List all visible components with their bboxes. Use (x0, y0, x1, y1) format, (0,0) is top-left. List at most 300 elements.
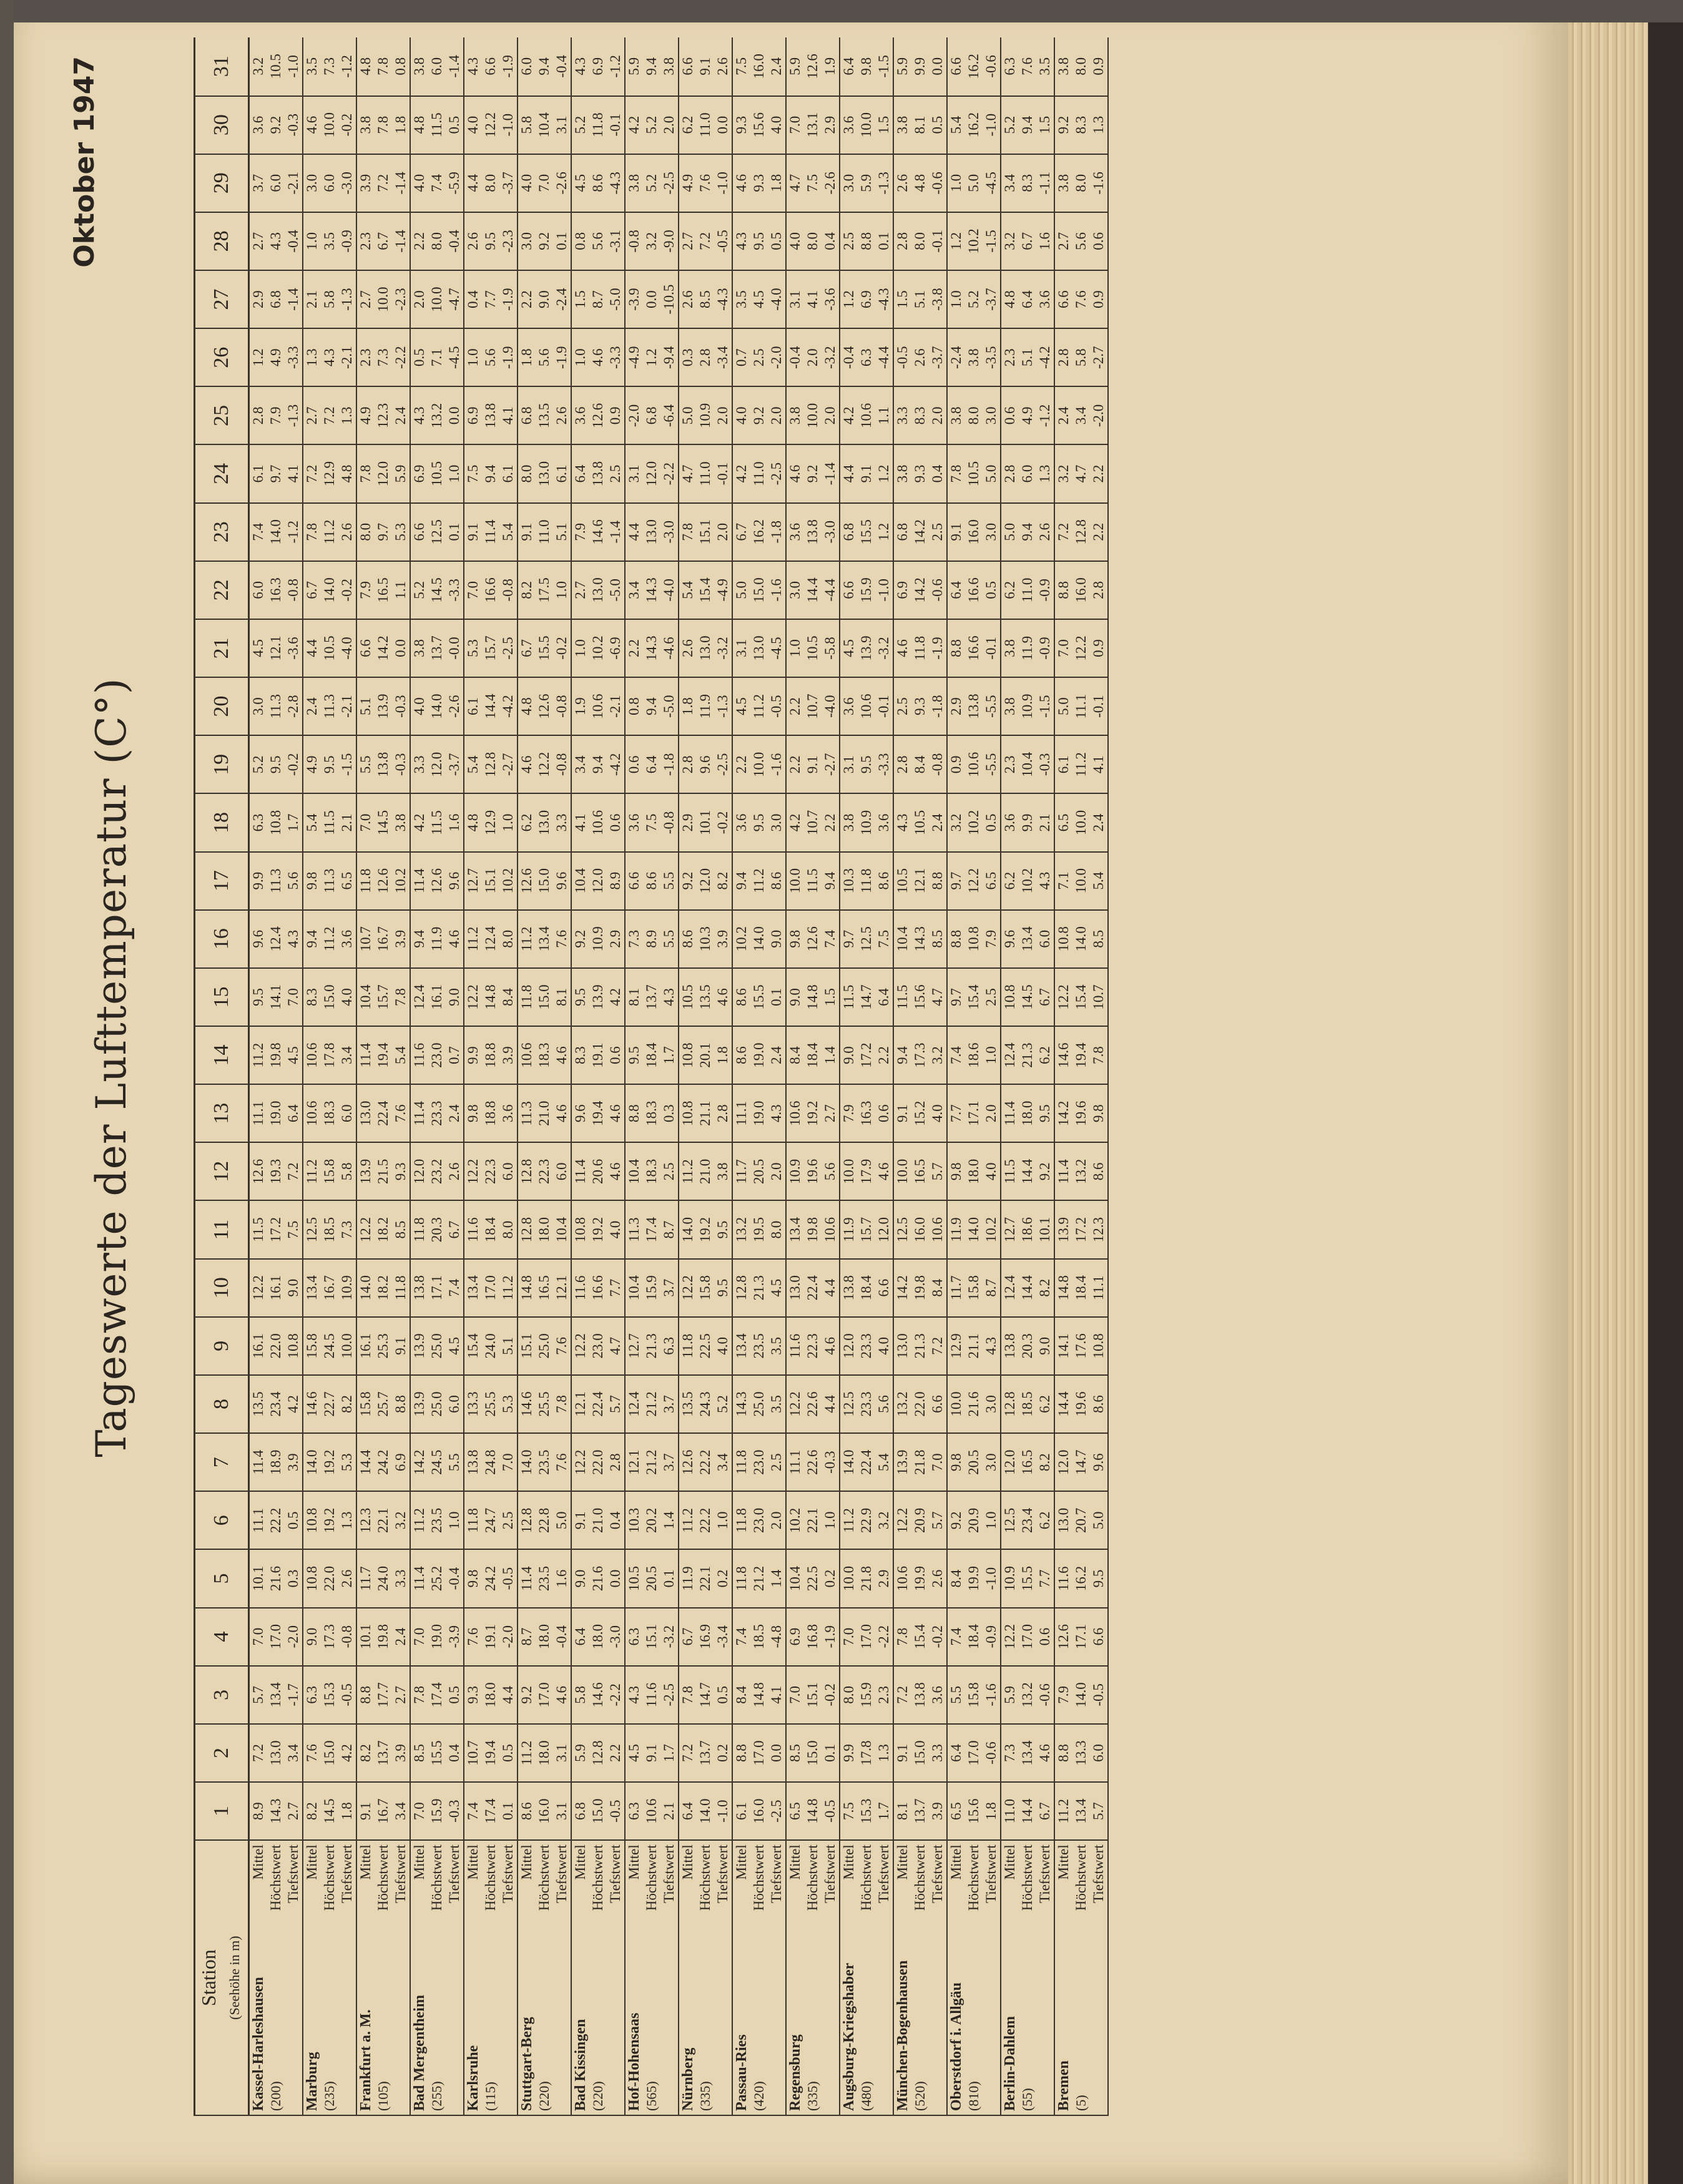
temperature-cell: 15.0 (321, 1724, 338, 1782)
station-height: (255) (428, 1934, 446, 2115)
temperature-cell: 3.4 (338, 1026, 356, 1084)
temperature-cell: 8.0 (356, 503, 375, 561)
temperature-cell: 12.1 (625, 1433, 643, 1491)
temperature-cell: 13.9 (589, 968, 607, 1026)
temperature-cell: 11.5 (428, 96, 446, 154)
temperature-cell: 2.5 (750, 328, 768, 386)
temperature-cell: 12.2 (249, 1259, 268, 1317)
temperature-cell: 5.9 (392, 444, 410, 502)
temperature-cell: 5.8 (571, 1666, 589, 1724)
temperature-cell: -3.6 (285, 619, 303, 677)
temperature-cell: 5.6 (482, 328, 499, 386)
temperature-cell: 1.3 (1036, 444, 1054, 502)
temperature-cell: 15.2 (911, 1084, 929, 1142)
temperature-cell: 16.2 (965, 37, 983, 96)
temperature-cell: 21.5 (375, 1142, 392, 1200)
table-row (321, 37, 338, 2115)
temperature-cell: 11.5 (893, 968, 911, 1026)
temperature-cell: 10.7 (1090, 968, 1108, 1026)
temperature-cell: 3.6 (786, 503, 804, 561)
temperature-cell: 10.2 (965, 793, 983, 851)
temperature-cell: -5.5 (983, 735, 1001, 793)
temperature-cell: 11.5 (804, 852, 822, 910)
temperature-cell: 12.1 (267, 619, 285, 677)
temperature-cell: 12.4 (1001, 1026, 1019, 1084)
temperature-cell: 16.5 (375, 561, 392, 619)
station-column-header (195, 1840, 249, 2115)
temperature-cell: 1.9 (571, 677, 589, 735)
temperature-cell: 2.4 (929, 793, 947, 851)
temperature-cell: 13.8 (840, 1259, 858, 1317)
temperature-cell: 19.6 (1072, 1084, 1090, 1142)
temperature-cell: 0.8 (625, 677, 643, 735)
temperature-cell: 21.0 (589, 1491, 607, 1549)
temperature-cell: 12.3 (356, 1491, 375, 1549)
temperature-cell: 10.7 (804, 677, 822, 735)
temperature-cell: 7.6 (553, 1433, 571, 1491)
temperature-cell: -2.0 (1090, 386, 1108, 444)
temperature-cell: 22.2 (697, 1433, 714, 1491)
temperature-cell: 18.4 (643, 1026, 660, 1084)
temperature-cell: 23.0 (589, 1317, 607, 1375)
temperature-cell: 13.4 (732, 1317, 750, 1375)
table-row (768, 37, 786, 2115)
temperature-cell: 13.4 (1072, 1782, 1090, 1840)
temperature-cell: 18.3 (536, 1026, 553, 1084)
temperature-cell: 9.5 (625, 1026, 643, 1084)
temperature-cell: 8.6 (643, 852, 660, 910)
temperature-cell: 6.6 (679, 37, 697, 96)
temperature-cell: 6.9 (410, 444, 428, 502)
value-type-label: Tiefstwert (285, 1840, 303, 1934)
temperature-cell: -0.8 (625, 212, 643, 270)
temperature-cell: 7.0 (536, 154, 553, 212)
temperature-cell: 7.2 (679, 1724, 697, 1782)
value-type-label: Mittel (895, 1844, 910, 1880)
temperature-cell: 12.8 (1001, 1375, 1019, 1433)
temperature-cell: 1.3 (338, 1491, 356, 1549)
temperature-cell: 6.4 (285, 1084, 303, 1142)
temperature-cell: 12.9 (482, 793, 499, 851)
temperature-cell: 17.4 (482, 1782, 499, 1840)
temperature-cell: 2.8 (697, 328, 714, 386)
temperature-cell: -0.5 (768, 677, 786, 735)
temperature-cell: -4.3 (875, 270, 893, 328)
temperature-cell: 12.6 (249, 1142, 268, 1200)
temperature-cell: 6.6 (929, 1375, 947, 1433)
temperature-cell: 10.0 (858, 96, 875, 154)
temperature-cell: 0.6 (1001, 386, 1019, 444)
temperature-cell: 15.1 (697, 503, 714, 561)
temperature-cell: 17.0 (482, 1259, 499, 1317)
value-type-label: Tiefstwert (875, 1840, 893, 1934)
temperature-cell: 11.5 (840, 968, 858, 1026)
table-row (893, 37, 911, 2115)
temperature-cell: 20.6 (589, 1142, 607, 1200)
temperature-cell: -4.2 (499, 677, 518, 735)
temperature-cell: 21.3 (1019, 1026, 1036, 1084)
temperature-cell: 6.0 (446, 1375, 464, 1433)
table-row (536, 37, 553, 2115)
temperature-cell: 2.6 (338, 503, 356, 561)
temperature-cell: 9.1 (464, 503, 482, 561)
temperature-cell: 7.4 (732, 1608, 750, 1666)
day-header: 15 (195, 968, 249, 1026)
temperature-cell: 17.3 (321, 1608, 338, 1666)
temperature-cell: 0.5 (983, 793, 1001, 851)
temperature-cell: 0.4 (607, 1491, 625, 1549)
temperature-cell: 24.7 (482, 1491, 499, 1549)
temperature-cell: 4.7 (1072, 444, 1090, 502)
temperature-cell: 14.4 (356, 1433, 375, 1491)
temperature-cell: 4.4 (499, 1666, 518, 1724)
value-type-label: Höchstwert (321, 1844, 337, 1911)
temperature-cell: -3.7 (929, 328, 947, 386)
temperature-cell: 6.4 (1019, 270, 1036, 328)
temperature-cell: 7.8 (553, 1375, 571, 1433)
station-height: (810) (965, 1934, 983, 2115)
temperature-cell: 2.5 (499, 1491, 518, 1549)
temperature-cell: 1.5 (893, 270, 911, 328)
table-row (858, 37, 875, 2115)
table-row (1054, 37, 1072, 2115)
temperature-cell: -0.6 (983, 1724, 1001, 1782)
temperature-cell: 4.6 (518, 735, 536, 793)
temperature-cell: 12.5 (303, 1201, 321, 1259)
temperature-cell: 9.8 (947, 1433, 965, 1491)
temperature-cell: 8.3 (911, 386, 929, 444)
temperature-cell: 5.3 (338, 1433, 356, 1491)
temperature-cell: 12.0 (1001, 1433, 1019, 1491)
temperature-cell: 15.5 (750, 968, 768, 1026)
temperature-cell: 10.5 (804, 619, 822, 677)
temperature-cell: 11.2 (321, 503, 338, 561)
temperature-cell: 7.8 (679, 1666, 697, 1724)
temperature-cell: 11.2 (249, 1026, 268, 1084)
temperature-cell: 3.2 (875, 1491, 893, 1549)
temperature-cell: 5.4 (875, 1433, 893, 1491)
temperature-cell: 5.7 (607, 1375, 625, 1433)
temperature-cell: -1.3 (338, 270, 356, 328)
temperature-cell: -3.3 (285, 328, 303, 386)
temperature-cell: 8.1 (625, 968, 643, 1026)
temperature-cell: 14.5 (375, 793, 392, 851)
temperature-cell: 5.0 (679, 386, 697, 444)
temperature-cell: 12.4 (1001, 1259, 1019, 1317)
temperature-cell: 0.0 (929, 37, 947, 96)
temperature-cell: 13.8 (482, 386, 499, 444)
temperature-cell: 12.1 (553, 1259, 571, 1317)
temperature-cell: 1.1 (392, 561, 410, 619)
temperature-cell: 11.9 (840, 1201, 858, 1259)
temperature-cell: 4.6 (732, 154, 750, 212)
temperature-cell: 4.7 (679, 444, 697, 502)
temperature-cell: 2.3 (1001, 328, 1019, 386)
temperature-cell: 14.7 (858, 968, 875, 1026)
temperature-cell: -0.6 (929, 154, 947, 212)
value-type-label: Mittel (358, 1844, 373, 1880)
temperature-cell: 15.8 (321, 1142, 338, 1200)
temperature-cell: 14.0 (1072, 1666, 1090, 1724)
temperature-cell: 11.3 (321, 852, 338, 910)
temperature-cell: 4.0 (338, 968, 356, 1026)
temperature-cell: 3.0 (983, 1375, 1001, 1433)
temperature-cell: 8.5 (410, 1724, 428, 1782)
temperature-cell: 14.8 (482, 968, 499, 1026)
temperature-cell: 7.8 (303, 503, 321, 561)
temperature-cell: 5.5 (446, 1433, 464, 1491)
temperature-cell: 9.5 (714, 1201, 732, 1259)
temperature-cell: 10.0 (375, 270, 392, 328)
value-type-label: Mittel (250, 1844, 266, 1880)
temperature-cell: 9.0 (303, 1608, 321, 1666)
temperature-cell: 14.2 (375, 619, 392, 677)
temperature-cell: 19.2 (321, 1433, 338, 1491)
table-header-row (195, 37, 249, 2115)
temperature-cell: 3.1 (553, 1782, 571, 1840)
temperature-cell: 6.6 (625, 852, 643, 910)
temperature-cell: 7.0 (356, 793, 375, 851)
temperature-cell: 10.0 (804, 386, 822, 444)
temperature-cell: 10.8 (285, 1317, 303, 1375)
temperature-cell: 8.4 (786, 1026, 804, 1084)
temperature-cell: 14.1 (1054, 1317, 1072, 1375)
temperature-cell: 7.9 (356, 561, 375, 619)
temperature-cell: 2.2 (732, 735, 750, 793)
temperature-cell: 3.8 (1054, 154, 1072, 212)
temperature-cell: -0.5 (893, 328, 911, 386)
station-height: (565) (643, 1934, 660, 2115)
table-row (267, 37, 285, 2115)
temperature-cell: 15.6 (965, 1782, 983, 1840)
temperature-cell: 19.0 (750, 1026, 768, 1084)
temperature-cell: 13.0 (536, 444, 553, 502)
temperature-cell: 7.0 (285, 968, 303, 1026)
temperature-cell: 12.5 (1001, 1491, 1019, 1549)
temperature-cell: 17.4 (643, 1201, 660, 1259)
temperature-cell: 13.0 (643, 503, 660, 561)
temperature-cell: 14.0 (750, 910, 768, 968)
temperature-cell: 11.2 (750, 852, 768, 910)
temperature-cell: 11.6 (410, 1026, 428, 1084)
temperature-cell: 12.8 (482, 735, 499, 793)
temperature-cell: 2.8 (893, 735, 911, 793)
temperature-cell: 4.3 (660, 968, 679, 1026)
temperature-cell: 5.0 (1090, 1491, 1108, 1549)
value-type-label: Höchstwert (966, 1844, 981, 1911)
temperature-cell: 9.3 (911, 444, 929, 502)
day-header: 2 (195, 1724, 249, 1782)
temperature-cell: 10.5 (267, 37, 285, 96)
station-name: Nürnberg (679, 1934, 697, 2115)
temperature-cell: 10.8 (303, 1491, 321, 1549)
temperature-cell: -0.2 (714, 793, 732, 851)
temperature-cell: 11.9 (679, 1549, 697, 1607)
temperature-cell: 11.2 (679, 1142, 697, 1200)
temperature-cell: 10.5 (911, 793, 929, 851)
temperature-cell: 3.5 (1036, 37, 1054, 96)
temperature-cell: 11.2 (840, 1491, 858, 1549)
temperature-cell: 10.8 (571, 1201, 589, 1259)
temperature-cell: 12.2 (786, 1375, 804, 1433)
day-header: 21 (195, 619, 249, 677)
day-header: 26 (195, 328, 249, 386)
temperature-cell: 4.5 (732, 677, 750, 735)
temperature-cell: 2.6 (338, 1549, 356, 1607)
temperature-cell: 12.0 (375, 444, 392, 502)
temperature-cell: 3.8 (625, 154, 643, 212)
temperature-cell: 22.1 (804, 1491, 822, 1549)
temperature-cell: 0.2 (714, 1549, 732, 1607)
temperature-cell: 14.0 (679, 1201, 697, 1259)
temperature-cell: 20.2 (643, 1491, 660, 1549)
temperature-cell: 14.8 (804, 968, 822, 1026)
station-name: Hof-Hohensaas (625, 1934, 643, 2115)
temperature-cell: 12.2 (1072, 619, 1090, 677)
temperature-cell: 5.7 (1090, 1782, 1108, 1840)
temperature-cell: 6.7 (732, 503, 750, 561)
temperature-cell: -4.2 (607, 735, 625, 793)
temperature-cell: 3.8 (1054, 37, 1072, 96)
temperature-cell: 6.0 (518, 37, 536, 96)
temperature-cell: 12.0 (697, 852, 714, 910)
temperature-cell: 14.5 (1019, 968, 1036, 1026)
temperature-cell: 4.8 (356, 37, 375, 96)
temperature-cell: 15.8 (697, 1259, 714, 1317)
temperature-cell: 3.5 (732, 270, 750, 328)
temperature-cell: -1.1 (1036, 154, 1054, 212)
station-name: Marburg (303, 1934, 321, 2115)
temperature-cell: 14.3 (643, 619, 660, 677)
temperature-cell: 1.0 (822, 1491, 840, 1549)
temperature-cell: 11.6 (786, 1317, 804, 1375)
value-type-label: Tiefstwert (607, 1840, 625, 1934)
value-type-label: Mittel (626, 1844, 642, 1880)
temperature-cell: -1.6 (1090, 154, 1108, 212)
temperature-cell: 10.6 (518, 1026, 536, 1084)
temperature-cell: 1.7 (660, 1724, 679, 1782)
temperature-cell: 9.7 (375, 503, 392, 561)
value-type-label: Mittel (734, 1844, 749, 1880)
temperature-cell: 3.4 (714, 1433, 732, 1491)
table-row (1036, 37, 1054, 2115)
temperature-cell: 6.5 (338, 852, 356, 910)
temperature-cell: 12.7 (464, 852, 482, 910)
station-header-label: Station (197, 1949, 220, 2006)
temperature-cell: 14.3 (267, 1782, 285, 1840)
temperature-cell: -1.8 (768, 503, 786, 561)
temperature-cell: 11.1 (1072, 677, 1090, 735)
station-name-spacer (768, 1934, 786, 2115)
temperature-cell: 18.8 (482, 1084, 499, 1142)
temperature-cell: 17.0 (1019, 1608, 1036, 1666)
temperature-cell: 24.5 (428, 1433, 446, 1491)
temperature-cell: -4.4 (822, 561, 840, 619)
temperature-cell: -0.4 (446, 1549, 464, 1607)
temperature-cell: 9.2 (1054, 96, 1072, 154)
temperature-cell: 8.2 (338, 1375, 356, 1433)
temperature-cell: 4.0 (607, 1201, 625, 1259)
temperature-cell: 23.4 (267, 1375, 285, 1433)
temperature-cell: 22.5 (804, 1549, 822, 1607)
temperature-cell: 18.0 (1019, 1084, 1036, 1142)
temperature-cell: 13.5 (249, 1375, 268, 1433)
temperature-cell: 5.2 (643, 154, 660, 212)
temperature-cell: 18.2 (375, 1259, 392, 1317)
temperature-cell: 5.0 (1054, 677, 1072, 735)
temperature-cell: 9.7 (840, 910, 858, 968)
temperature-cell: 13.0 (893, 1317, 911, 1375)
temperature-cell: 24.3 (697, 1375, 714, 1433)
temperature-cell: 4.3 (571, 37, 589, 96)
temperature-cell: 7.2 (1054, 503, 1072, 561)
temperature-cell: 19.0 (428, 1608, 446, 1666)
temperature-cell: 7.0 (929, 1433, 947, 1491)
temperature-cell: 11.9 (947, 1201, 965, 1259)
temperature-cell: 11.0 (1001, 1782, 1019, 1840)
temperature-cell: 11.8 (732, 1491, 750, 1549)
temperature-cell: 8.8 (732, 1724, 750, 1782)
table-row (428, 37, 446, 2115)
temperature-cell: -4.0 (338, 619, 356, 677)
temperature-cell: 2.2 (875, 1026, 893, 1084)
temperature-cell: 14.5 (321, 1782, 338, 1840)
temperature-cell: 9.1 (893, 1724, 911, 1782)
temperature-cell: 11.7 (356, 1549, 375, 1607)
temperature-cell: 22.0 (267, 1317, 285, 1375)
temperature-cell: 22.0 (321, 1549, 338, 1607)
temperature-cell: 2.0 (768, 1142, 786, 1200)
temperature-cell: 10.5 (893, 852, 911, 910)
temperature-cell: 15.8 (356, 1375, 375, 1433)
temperature-cell: 4.4 (303, 619, 321, 677)
temperature-cell: 15.1 (804, 1666, 822, 1724)
temperature-cell: -2.5 (660, 154, 679, 212)
temperature-cell: 0.2 (714, 1724, 732, 1782)
temperature-cell: 11.3 (518, 1084, 536, 1142)
temperature-cell: 10.5 (428, 444, 446, 502)
station-height: (335) (804, 1934, 822, 2115)
temperature-cell: 2.2 (518, 270, 536, 328)
temperature-cell: 4.1 (499, 386, 518, 444)
temperature-cell: 8.0 (428, 212, 446, 270)
station-name: Kassel-Harleshausen (249, 1934, 268, 2115)
table-row (750, 37, 768, 2115)
temperature-cell: 2.1 (303, 270, 321, 328)
temperature-cell: -3.2 (875, 619, 893, 677)
temperature-cell: 13.0 (750, 619, 768, 677)
day-header: 31 (195, 37, 249, 96)
station-name: Stuttgart-Berg (518, 1934, 536, 2115)
temperature-cell: 1.0 (571, 619, 589, 677)
temperature-cell: 4.6 (875, 1142, 893, 1200)
temperature-cell: 0.0 (446, 386, 464, 444)
temperature-cell: 8.2 (1036, 1433, 1054, 1491)
temperature-cell: 3.1 (786, 270, 804, 328)
temperature-cell: 3.6 (875, 793, 893, 851)
temperature-cell: 12.3 (375, 386, 392, 444)
temperature-cell: 23.0 (428, 1026, 446, 1084)
temperature-cell: 10.6 (589, 677, 607, 735)
temperature-cell: 1.0 (983, 1491, 1001, 1549)
temperature-cell: 10.0 (840, 1142, 858, 1200)
temperature-cell: 4.3 (893, 793, 911, 851)
temperature-cell: 0.6 (1090, 212, 1108, 270)
temperature-cell: 15.0 (536, 968, 553, 1026)
temperature-cell: 3.2 (392, 1491, 410, 1549)
temperature-cell: 21.6 (589, 1549, 607, 1607)
temperature-cell: 18.3 (643, 1142, 660, 1200)
